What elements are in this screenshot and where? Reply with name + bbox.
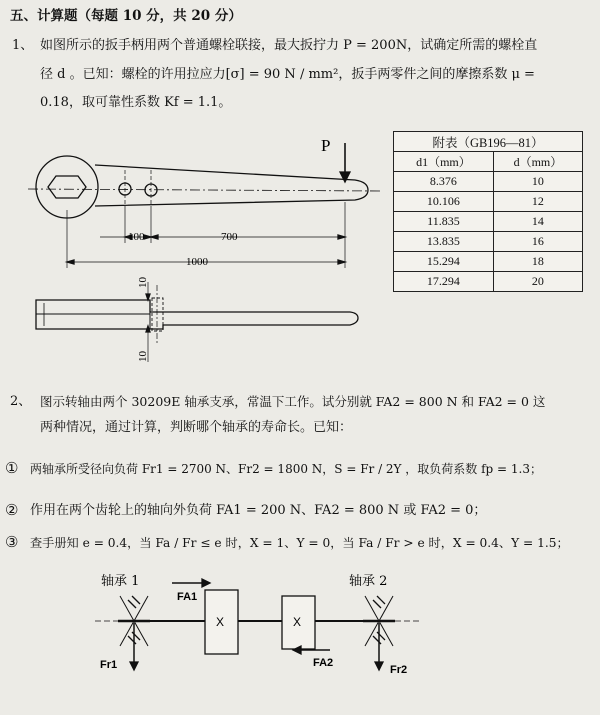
table-cell-d1: 13.835 <box>394 232 494 252</box>
table-cell-d: 20 <box>493 272 582 292</box>
table-caption: 附表（GB196—81） <box>394 132 583 152</box>
table-cell-d1: 15.294 <box>394 252 494 272</box>
problem2-item1: 两轴承所受径向负荷 Fr1 = 2700 N、Fr2 = 1800 N，S = Fr / 2Y ，取负荷系数 fp = 1.3； <box>30 462 542 476</box>
table-cell-d: 10 <box>493 172 582 192</box>
bearing1-label: 轴承 1 <box>101 574 140 589</box>
section-title: 五、计算题（每题 10 分，共 20 分） <box>10 8 242 24</box>
table-cell-d: 18 <box>493 252 582 272</box>
problem1-number: 1、 <box>12 38 34 53</box>
table-cell-d1: 11.835 <box>394 212 494 232</box>
gear2-mark: X <box>293 615 302 629</box>
problem1-line1: 如图所示的扳手柄用两个普通螺栓联接，最大扳拧力 P = 200N，试确定所需的螺栓直 <box>40 38 538 53</box>
item1-marker: ① <box>5 459 19 477</box>
problem2-item2: 作用在两个齿轮上的轴向外负荷 FA1 = 200 N、FA2 = 800 N 或 FA2 = 0； <box>30 503 487 518</box>
item3-marker: ③ <box>5 533 19 551</box>
dim-700: 700 <box>221 231 238 243</box>
problem2-number: 2、 <box>10 394 32 409</box>
table-cell-d1: 10.106 <box>394 192 494 212</box>
table-cell-d: 12 <box>493 192 582 212</box>
fa2-label: FA2 <box>313 657 334 669</box>
fr1-label: Fr1 <box>100 659 118 671</box>
table-cell-d1: 8.376 <box>394 172 494 192</box>
table-cell-d1: 17.294 <box>394 272 494 292</box>
gear1-mark: X <box>216 615 225 629</box>
problem2-line2: 两种情况，通过计算，判断哪个轴承的寿命长。已知： <box>40 420 353 435</box>
problem2-line1: 图示转轴由两个 30209E 轴承支承，常温下工作。试分别就 FA2 = 800 N 和 FA2 = 0 这 <box>40 394 546 409</box>
item2-marker: ② <box>5 501 19 519</box>
table-header-d: d（mm） <box>493 152 582 172</box>
table-cell-d: 16 <box>493 232 582 252</box>
fr2-label: Fr2 <box>390 664 408 676</box>
force-label: P <box>321 136 331 155</box>
fa1-label: FA1 <box>177 591 198 603</box>
dim-10-top: 10 <box>137 277 149 288</box>
dim-100: 100 <box>128 231 145 243</box>
table-header-d1: d1（mm） <box>394 152 494 172</box>
dim-10-bottom: 10 <box>137 351 149 362</box>
bearing2-label: 轴承 2 <box>349 574 388 589</box>
dim-1000: 1000 <box>186 256 208 268</box>
problem1-line2: 径 d 。已知：螺栓的许用拉应力[σ] = 90 N / mm²，扳手两零件之间的摩擦系数 μ = <box>40 67 535 82</box>
table-cell-d: 14 <box>493 212 582 232</box>
problem2-item3: 查手册知 e = 0.4，当 Fa / Fr ≤ e 时，X = 1、Y = 0，当 Fa / Fr > e 时，X = 0.4、Y = 1.5； <box>30 536 569 550</box>
problem1-line3: 0.18，取可靠性系数 Kf = 1.1。 <box>40 95 232 110</box>
